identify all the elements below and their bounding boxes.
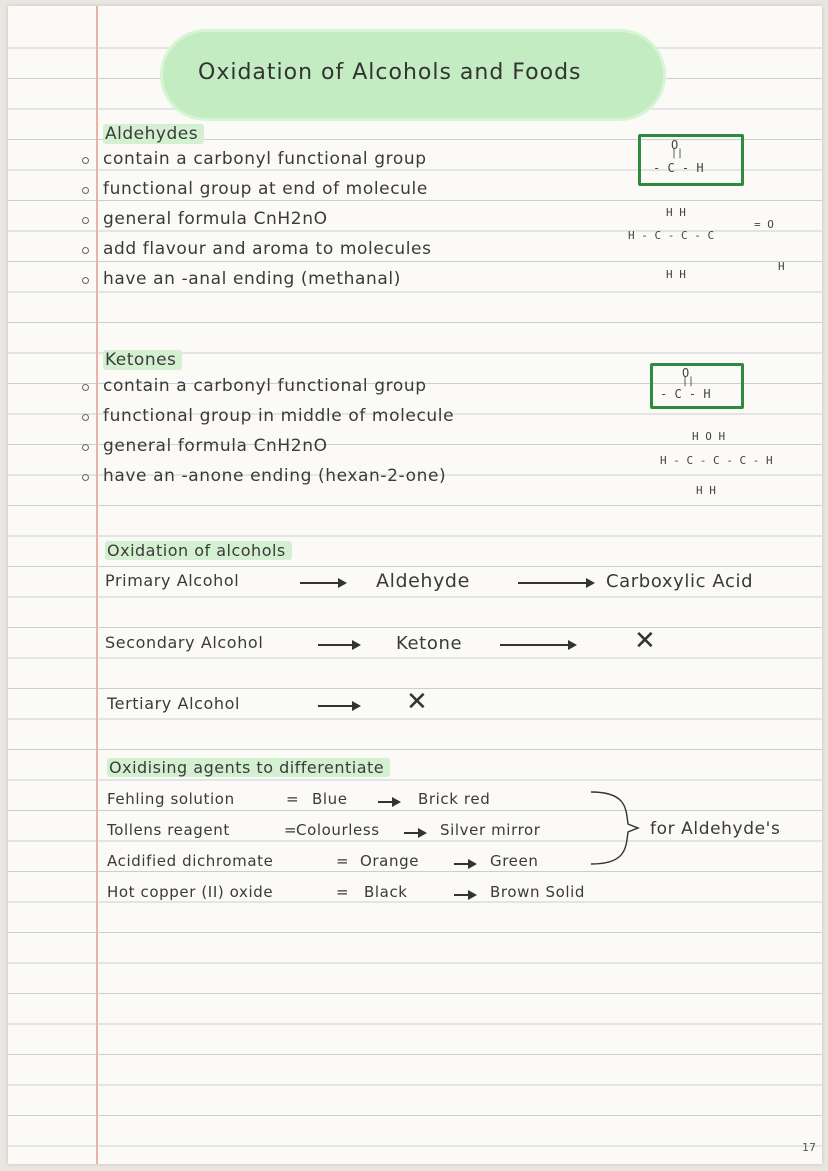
agents-heading [107, 758, 390, 777]
agent-equals: = [286, 790, 300, 808]
ketones-heading [103, 350, 182, 370]
page-number: 17 [802, 1141, 816, 1154]
aldehyde-structure-oxygen: = O [754, 218, 774, 231]
brace-icon [586, 788, 656, 868]
bullet-icon [82, 474, 89, 481]
aldehydes-heading [103, 124, 204, 144]
oxidation-heading [105, 541, 292, 560]
arrow-line [318, 644, 354, 646]
secondary-alcohol: Secondary Alcohol [105, 633, 264, 652]
agent-equals: = [336, 852, 350, 870]
ketone-structure-middle: H - C - C - C - H [660, 454, 773, 467]
aldehyde-structure-bottom: H H [666, 268, 686, 281]
ketone-item: have an -anone ending (hexan-2-one) [103, 466, 447, 486]
aldehyde-item: functional group at end of molecule [103, 179, 428, 199]
arrow-head-icon [352, 701, 361, 711]
carboxylic-acid-product: Carboxylic Acid [606, 571, 754, 592]
agent-from-color: Blue [312, 790, 348, 808]
ketone-group-bond: || [682, 376, 695, 387]
agent-to-color: Brown Solid [490, 883, 586, 901]
agent-to-color: Green [490, 852, 539, 870]
agent-from-color: Colourless [296, 821, 380, 839]
agent-name: Acidified dichromate [107, 852, 274, 870]
aldehyde-item: contain a carbonyl functional group [103, 149, 427, 169]
arrow-head-icon [586, 578, 595, 588]
notebook-page [8, 6, 822, 1164]
agent-name: Fehling solution [107, 790, 235, 808]
arrow-line [300, 582, 340, 584]
bullet-icon [82, 247, 89, 254]
aldehyde-item: add flavour and aroma to molecules [103, 239, 432, 259]
arrow-line [500, 644, 570, 646]
tertiary-alcohol: Tertiary Alcohol [107, 694, 241, 713]
bullet-icon [82, 277, 89, 284]
agent-name: Hot copper (II) oxide [107, 883, 274, 901]
margin-line [96, 6, 98, 1164]
bullet-icon [82, 414, 89, 421]
no-reaction-icon: ✕ [634, 626, 656, 656]
aldehyde-structure-top: H H [666, 206, 686, 219]
ketone-item: contain a carbonyl functional group [103, 376, 427, 396]
arrow-head-icon [352, 640, 361, 650]
aldehyde-item: general formula CnH2nO [103, 209, 328, 229]
arrow-head-icon [468, 859, 477, 869]
agent-to-color: Silver mirror [440, 821, 541, 839]
agent-from-color: Orange [360, 852, 420, 870]
arrow-head-icon [418, 828, 427, 838]
oxidation-heading-text: Oxidation of alcohols [105, 541, 292, 560]
aldehydes-heading-text: Aldehydes [103, 124, 204, 144]
aldehyde-structure-middle: H - C - C - C [628, 229, 715, 242]
arrow-head-icon [468, 890, 477, 900]
ketone-structure-top: H O H [692, 430, 726, 443]
ketone-item: functional group in middle of molecule [103, 406, 455, 426]
ketone-group-box [650, 363, 744, 409]
ketone-group-main: - C - H [660, 387, 711, 401]
agent-name: Tollens reagent [107, 821, 230, 839]
agents-heading-text: Oxidising agents to differentiate [107, 758, 390, 777]
no-reaction-icon: ✕ [406, 687, 428, 717]
primary-alcohol: Primary Alcohol [105, 571, 240, 590]
arrow-head-icon [392, 797, 401, 807]
arrow-head-icon [568, 640, 577, 650]
bullet-icon [82, 444, 89, 451]
ketone-item: general formula CnH2nO [103, 436, 328, 456]
agent-equals: = [284, 821, 298, 839]
bullet-icon [82, 384, 89, 391]
bullet-icon [82, 187, 89, 194]
ketones-heading-text: Ketones [103, 350, 182, 370]
aldehyde-group-main: - C - H [653, 161, 704, 175]
aldehyde-group-box [638, 134, 744, 186]
aldehyde-group-bond: || [671, 148, 684, 159]
aldehyde-item: have an -anal ending (methanal) [103, 269, 401, 289]
aldehyde-note: for Aldehyde's [650, 819, 781, 839]
agent-equals: = [336, 883, 350, 901]
agent-to-color: Brick red [418, 790, 491, 808]
aldehyde-product: Aldehyde [376, 570, 470, 592]
aldehyde-group-o: O [671, 138, 679, 152]
arrow-line [318, 705, 354, 707]
ketone-group-o: O [682, 366, 690, 380]
bullet-icon [82, 217, 89, 224]
ketone-product: Ketone [396, 633, 463, 654]
ketone-structure-bottom: H H [696, 484, 716, 497]
arrow-line [518, 582, 588, 584]
agent-from-color: Black [364, 883, 408, 901]
arrow-head-icon [338, 578, 347, 588]
page-title: Oxidation of Alcohols and Foods [198, 60, 582, 85]
aldehyde-structure-h: H [778, 260, 785, 273]
bullet-icon [82, 157, 89, 164]
